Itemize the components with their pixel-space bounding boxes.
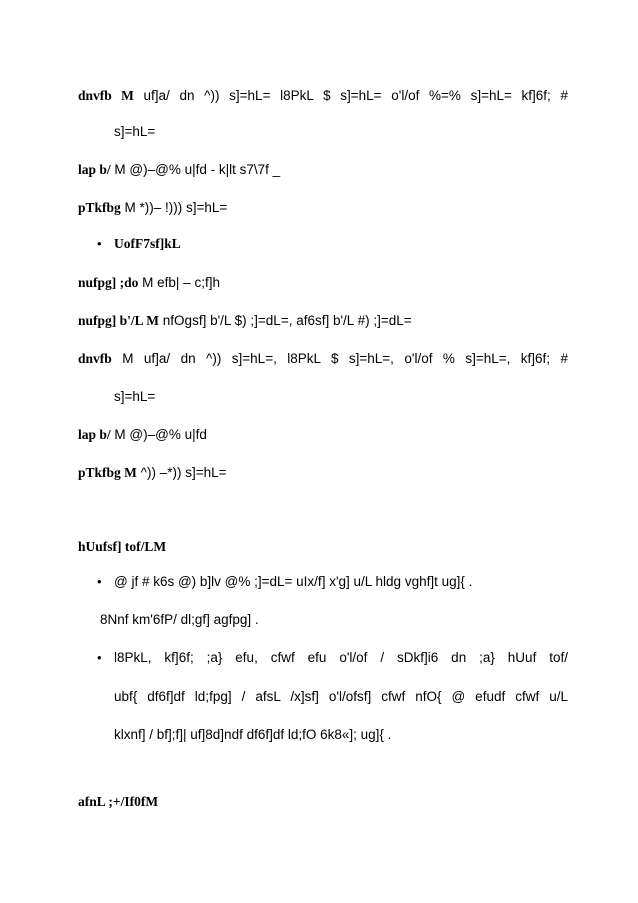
bullet-text-fertilizer-mix: l8PkL, kf]6f; ;a} efu, cfwf efu o'l/of / sDkf]i6 dn ;a} hUuf tof/	[114, 650, 568, 665]
section-heading-crop-protection: afnL ;+/If0fM	[78, 794, 159, 809]
section-heading-land-prep: hUufsf] tof/LM	[78, 539, 167, 554]
bullet-icon: •	[97, 650, 102, 665]
text-fertilizer: uf]a/ dn ^)) s]=hL= l8PkL $ s]=hL= o'l/of %=% s]=hL= kf]6f; #	[143, 88, 568, 103]
label-fertilizer: dnvfb M	[78, 88, 134, 103]
text-production: M *))– !))) s]=hL=	[124, 200, 228, 215]
label-seed-rate-2: lap b/	[78, 427, 111, 442]
bullet-text-ploughing-cont: 8Nnf km'6fP/ dl;gf] agfpg] .	[100, 612, 259, 627]
bullet-text-fertilizer-mix-cont2: klxnf] / bf];f]| uf]8d]ndf df6f]df ld;fO 6k8«]; ug]{ .	[114, 727, 392, 742]
bullet-text-fertilizer-mix-cont1: ubf{ df6f]df ld;fpg] / afsL /x]sf] o'l/ofsf] cfwf nfO{ @ efudf cfwf u/L	[114, 689, 568, 704]
paragraph-production	[78, 200, 568, 216]
paragraph-seed-rate-2	[78, 427, 568, 443]
label-production: pTkfbg	[78, 200, 121, 215]
paragraph-fertilizer	[78, 88, 568, 104]
text-seed-rate: M @)–@% u|fd - k|lt s7\7f _	[114, 162, 281, 177]
text-spacing: nfOgsf] b'/L $) ;]=dL=, af6sf] b'/L #) ;]=dL=	[162, 313, 412, 328]
text-planting-time: M efb| – c;f]h	[142, 275, 220, 290]
bullet-icon: •	[97, 236, 102, 251]
label-production-2: pTkfbg M	[78, 465, 137, 480]
label-fertilizer-2: dnvfb	[78, 351, 112, 366]
paragraph-spacing	[78, 313, 568, 329]
text-fertilizer-2: M uf]a/ dn ^)) s]=hL=, l8PkL $ s]=hL=, o'l/of % s]=hL=, kf]6f; #	[122, 351, 568, 366]
text-fertilizer-cont: s]=hL=	[114, 124, 156, 139]
label-planting-time: nufpg] ;do	[78, 275, 139, 290]
text-fertilizer-2-cont: s]=hL=	[114, 389, 156, 404]
paragraph-production-2	[78, 465, 568, 481]
paragraph-planting-time	[78, 275, 568, 291]
paragraph-seed-rate	[78, 162, 568, 178]
text-production-2: ^)) –*)) s]=hL=	[140, 465, 227, 480]
section-heading-cabbage: UofF7sf]kL	[114, 236, 181, 251]
label-spacing: nufpg] b'/L M	[78, 313, 160, 328]
bullet-text-ploughing: @ jf # k6s @) b]lv @% ;]=dL= uIx/f] x'g] u/L hldg vghf]t ug]{ .	[114, 574, 473, 589]
bullet-icon: •	[97, 574, 102, 589]
label-seed-rate: lap b/	[78, 162, 111, 177]
paragraph-fertilizer-2	[78, 351, 568, 367]
text-seed-rate-2: M @)–@% u|fd	[114, 427, 207, 442]
